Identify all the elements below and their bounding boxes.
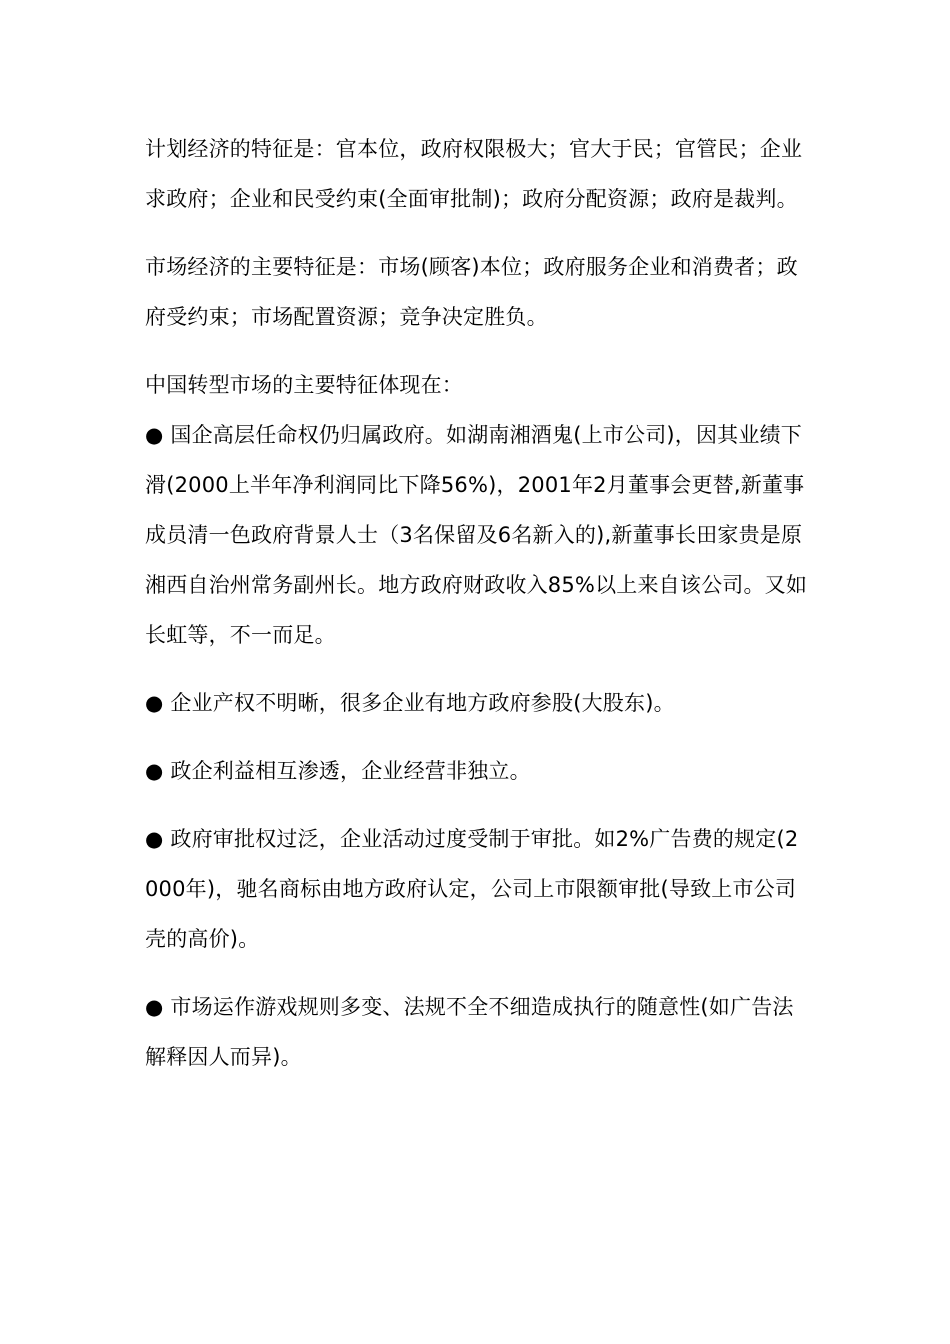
paragraph-transition-heading: 中国转型市场的主要特征体现在： [145,373,463,397]
document-body [145,124,810,1082]
paragraph-market-economy: 市场经济的主要特征是：市场(顾客)本位；政府服务企业和消费者；政府受约束；市场配置资源；竞争决定胜负。 [145,255,798,329]
bullet-item-approval-power: ● 政府审批权过泛，企业活动过度受制于审批。如2%广告费的规定(2000年)，驰名商标由地方政府认定，公司上市限额审批(导致上市公司壳的高价)。 [145,827,799,951]
paragraph-planned-economy: 计划经济的特征是：官本位，政府权限极大；官大于民；官管民；企业求政府；企业和民受约束(全面审批制)；政府分配资源；政府是裁判。 [145,137,803,211]
bullet-item-soe-appointment: ● 国企高层任命权仍归属政府。如湖南湘酒鬼(上市公司)，因其业绩下滑(2000上半年净利润同比下降56%)，2001年2月董事会更替,新董事成员清一色政府背景人士（3名保留及6名新入的),新董事长田家贵是原湘西自治州常务副州长。地方政府财政收入85%以上来自该公司。又如长虹等，不一而足。 [145,423,808,647]
bullet-item-property-rights: ● 企业产权不明晰，很多企业有地方政府参股(大股东)。 [145,691,675,715]
bullet-item-market-rules: ● 市场运作游戏规则多变、法规不全不细造成执行的随意性(如广告法解释因人而异)。 [145,995,794,1069]
bullet-item-government-enterprise: ● 政企利益相互渗透，企业经营非独立。 [145,759,531,783]
